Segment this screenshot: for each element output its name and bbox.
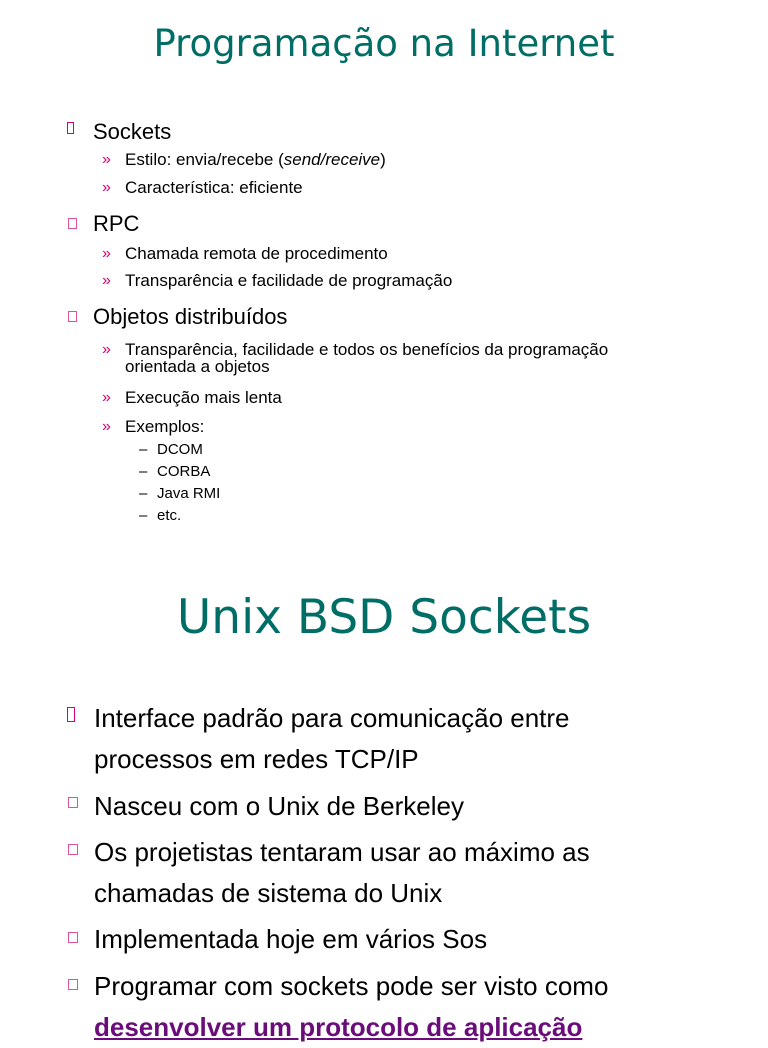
example-text: Java RMI [157, 485, 221, 502]
slide-title: Programação na Internet [153, 22, 615, 65]
square-bullet-icon [68, 932, 78, 943]
sub-item-text: Estilo: envia/recebe (send/receive) [125, 150, 386, 169]
chevron-bullet-icon: » [102, 389, 111, 406]
emphasis-text: desenvolver um protocolo de aplicação [94, 1012, 583, 1042]
bullet-projetistas: Os projetistas tentaram usar ao máximo as chamadas de sistema do Unix [94, 837, 590, 908]
sub-item-text: Execução mais lenta [125, 388, 282, 407]
slide-unix-bsd-sockets [0, 560, 768, 1042]
dash-bullet-icon: – [139, 485, 148, 502]
sub-item-text: Transparência e facilidade de programação [125, 271, 453, 290]
square-bullet-icon [68, 218, 77, 229]
bullet-objetos: Objetos distribuídos [93, 304, 288, 329]
bullet-interface: Interface padrão para comunicação entre processos em redes TCP/IP [94, 703, 570, 774]
bullet-sockets: Sockets [93, 119, 172, 144]
sub-item-text: Característica: eficiente [125, 178, 303, 197]
square-bullet-icon [67, 707, 75, 722]
sub-item-text: Chamada remota de procedimento [125, 244, 388, 263]
chevron-bullet-icon: » [102, 272, 111, 289]
chevron-bullet-icon: » [102, 151, 111, 168]
square-bullet-icon [68, 797, 78, 808]
example-text: CORBA [157, 463, 211, 480]
bullet-nasceu: Nasceu com o Unix de Berkeley [94, 791, 464, 821]
chevron-bullet-icon: » [102, 341, 111, 358]
example-text: DCOM [157, 441, 203, 458]
dash-bullet-icon: – [139, 441, 148, 458]
slide-title: Unix BSD Sockets [176, 590, 592, 645]
square-bullet-icon [67, 122, 74, 134]
dash-bullet-icon: – [139, 507, 148, 524]
chevron-bullet-icon: » [102, 418, 111, 435]
example-text: etc. [157, 507, 182, 524]
bullet-programar: Programar com sockets pode ser visto como [94, 971, 609, 1001]
bullet-implementada: Implementada hoje em vários Sos [94, 924, 488, 954]
chevron-bullet-icon: » [102, 179, 111, 196]
chevron-bullet-icon: » [102, 245, 111, 262]
bullet-rpc: RPC [93, 211, 140, 236]
square-bullet-icon [68, 311, 77, 322]
square-bullet-icon [68, 844, 78, 855]
sub-item-text: Transparência, facilidade e todos os benefícios da programação orientada a objetos [125, 340, 609, 376]
sub-item-text: Exemplos: [125, 417, 205, 436]
square-bullet-icon [68, 979, 78, 990]
dash-bullet-icon: – [139, 463, 148, 480]
